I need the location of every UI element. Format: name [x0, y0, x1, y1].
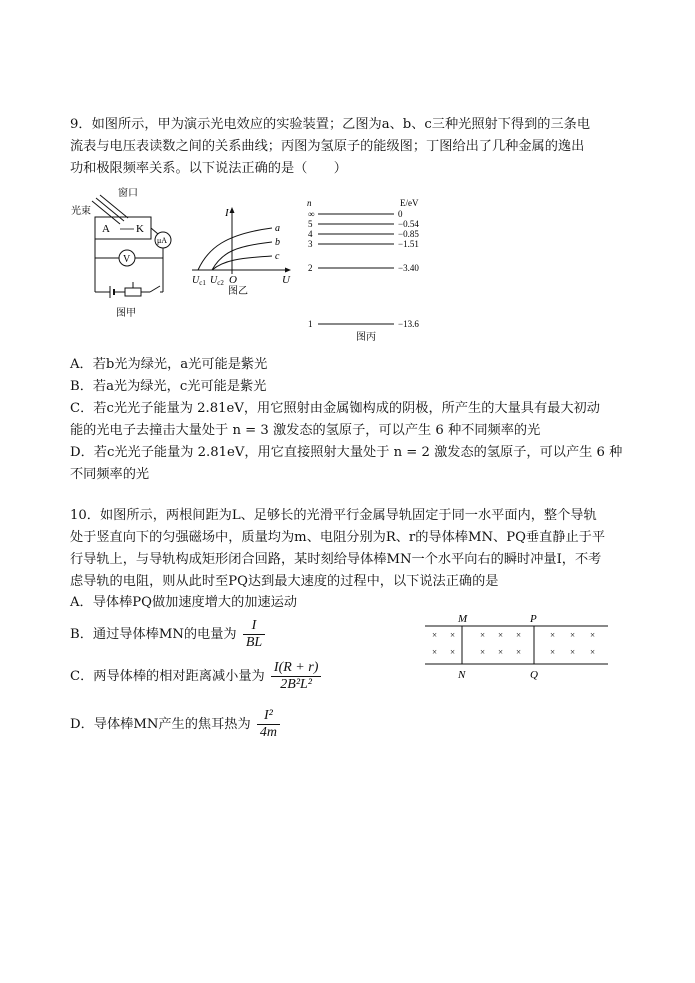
- energy-level-n: ∞: [308, 209, 315, 219]
- fraction-denominator: BL: [245, 635, 263, 650]
- energy-level-value: −1.51: [398, 239, 419, 249]
- label-P: P: [530, 613, 537, 625]
- caption-yi: 图乙: [228, 286, 248, 296]
- label-light-beam: 光束: [71, 206, 91, 217]
- figure-jia: [70, 184, 190, 324]
- q9-option-d-line-1: D．若c光光子能量为 2.81eV，用它直接照射大量处于 n = 2 激发态的氢原子，可以产生 6 种: [70, 445, 623, 460]
- anode-label: A: [102, 223, 110, 235]
- q10-option-c[interactable]: [70, 660, 321, 693]
- caption-bing: 图丙: [356, 332, 376, 343]
- field-cross: ×: [550, 630, 556, 640]
- field-cross: ×: [432, 630, 438, 640]
- field-cross: ×: [570, 647, 576, 657]
- field-cross: ×: [498, 647, 504, 657]
- energy-level-value: −3.40: [398, 263, 419, 273]
- energy-level-n: 1: [308, 319, 313, 329]
- energy-level-n: 3: [308, 239, 313, 249]
- label-N: N: [458, 669, 466, 681]
- energy-level-value: −0.85: [398, 229, 419, 239]
- fraction-numerator: I²: [257, 708, 280, 725]
- field-cross: ×: [480, 647, 486, 657]
- energy-level-value: −0.54: [398, 219, 419, 229]
- q10-line-3: 行导轨上，与导轨构成矩形闭合回路，某时刻给导体棒MN一个水平向右的瞬时冲量I，不考: [70, 552, 602, 567]
- q9-line-2: 流表与电压表读数之间的关系曲线；丙图为氢原子的能级图；丁图给出了几种金属的逸出: [70, 139, 585, 154]
- q10-option-c-text: C．两导体棒的相对距离减小量为: [70, 669, 265, 684]
- caption-jia: 图甲: [116, 308, 136, 319]
- q10-option-c-fraction: [271, 660, 321, 693]
- curve-c-label: c: [275, 251, 280, 262]
- field-cross: ×: [590, 647, 596, 657]
- uc2-label: $U_{c2}$: [210, 275, 224, 287]
- energy-level-value: 0: [398, 209, 403, 219]
- q10-option-d-text: D．导体棒MN产生的焦耳热为: [70, 717, 251, 732]
- label-M: M: [458, 613, 468, 625]
- q10-line-2: 处于竖直向下的匀强磁场中，质量均为m、电阻分别为R、r的导体棒MN、PQ垂直静止于平: [70, 530, 606, 545]
- energy-level-n: 2: [308, 263, 313, 273]
- q9-option-c[interactable]: [70, 398, 600, 442]
- origin-label: O: [229, 274, 237, 286]
- label-Q: Q: [530, 669, 538, 681]
- q10-option-b[interactable]: [70, 618, 265, 651]
- q9-option-a[interactable]: A．若b光为绿光，a光可能是紫光: [70, 357, 268, 372]
- y-axis-label: I: [225, 207, 229, 219]
- field-cross: ×: [516, 647, 522, 657]
- energy-levels: [308, 209, 419, 329]
- cathode-label: K: [136, 223, 144, 235]
- fraction-numerator: I(R + r): [271, 660, 321, 677]
- q10-option-d[interactable]: [70, 708, 280, 741]
- q10-line-4: 虑导轨的电阻，则从此时至PQ达到最大速度的过程中，以下说法正确的是: [70, 574, 499, 589]
- ammeter-label: μA: [157, 236, 168, 245]
- field-cross: ×: [450, 647, 456, 657]
- q9-option-b[interactable]: B．若a光为绿光，c光可能是紫光: [70, 379, 267, 394]
- energy-level-n: 4: [308, 229, 313, 239]
- q9-option-c-line-1: C．若c光光子能量为 2.81eV，用它照射由金属铷构成的阴极，所产生的大量具有最大初动: [70, 401, 600, 416]
- energy-level-n: 5: [308, 219, 313, 229]
- q10-option-d-fraction: [257, 708, 280, 741]
- magnetic-field-crosses: [432, 630, 595, 657]
- col-n-label: n: [307, 198, 312, 208]
- field-cross: ×: [516, 630, 522, 640]
- voltmeter-label: V: [123, 254, 131, 265]
- q9-option-d-line-2: 不同频率的光: [70, 467, 150, 482]
- question-9-stem: [70, 114, 630, 180]
- q9-line-3: 功和极限频率关系。以下说法正确的是（ ）: [70, 161, 347, 176]
- field-cross: ×: [480, 630, 486, 640]
- question-10-stem: [70, 505, 630, 593]
- q10-option-b-text: B．通过导体棒MN的电量为: [70, 627, 237, 642]
- field-cross: ×: [432, 647, 438, 657]
- curve-b: [212, 242, 272, 270]
- q9-option-d[interactable]: [70, 442, 622, 486]
- field-cross: ×: [550, 647, 556, 657]
- q9-line-1: 9．如图所示，甲为演示光电效应的实验装置；乙图为a、b、c三种光照射下得到的三条电: [70, 117, 591, 132]
- uc1-label: $U_{c1}$: [192, 275, 206, 287]
- label-window: 窗口: [118, 188, 138, 199]
- curve-a-label: a: [275, 223, 280, 234]
- field-cross: ×: [570, 630, 576, 640]
- q10-option-a[interactable]: A．导体棒PQ做加速度增大的加速运动: [70, 595, 298, 610]
- col-e-label: E/eV: [400, 198, 419, 208]
- field-cross: ×: [590, 630, 596, 640]
- field-cross: ×: [498, 630, 504, 640]
- fraction-denominator: 2B²L²: [280, 677, 312, 692]
- figure-yi: [190, 204, 295, 296]
- q9-option-c-line-2: 能的光电子去撞击大量处于 n = 3 激发态的氢原子，可以产生 6 种不同频率的光: [70, 423, 541, 438]
- q10-option-b-fraction: [243, 618, 265, 651]
- fraction-denominator: 4m: [259, 725, 278, 740]
- fraction-numerator: I: [243, 618, 265, 635]
- energy-level-value: −13.6: [398, 319, 419, 329]
- x-axis-label: U: [282, 274, 290, 286]
- q10-line-1: 10．如图所示，两根间距为L、足够长的光滑平行金属导轨固定于同一水平面内，整个导轨: [70, 508, 597, 523]
- figure-bing: [300, 196, 440, 344]
- figure-rails: [420, 610, 620, 682]
- curve-b-label: b: [275, 237, 280, 248]
- curve-a: [198, 228, 272, 270]
- field-cross: ×: [450, 630, 456, 640]
